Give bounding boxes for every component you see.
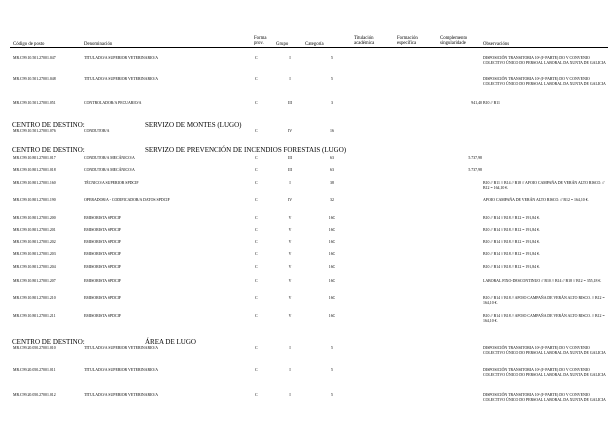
cell-grupo: III xyxy=(288,101,292,105)
table-row xyxy=(0,168,615,182)
cell-cat: 5 xyxy=(331,56,333,60)
cell-forma: C xyxy=(255,393,258,397)
cell-forma: C xyxy=(255,198,258,202)
table-row xyxy=(0,279,615,293)
cell-grupo: V xyxy=(288,228,292,232)
cell-obs: DISPOSICIÓN TRANSITORIA 10ª (Iª PARTE) DO V CONVENIO COLECTIVO ÚNICO DO PERSOAL LABORAL DA XUNTA DE GALICIA xyxy=(483,56,606,65)
cell-obs: B10 // B11 xyxy=(483,101,500,105)
cell-forma: C xyxy=(255,156,258,160)
cell-forma: C xyxy=(255,346,258,350)
cell-forma: C xyxy=(255,129,258,133)
cell-code: MR.C99.10.801.27001.200 xyxy=(13,216,56,220)
cell-den: EMISORISTA SPDCIF xyxy=(84,216,121,220)
cell-obs: DISPOSICIÓN TRANSITORIA 10ª (Iª PARTE) DO V CONVENIO COLECTIVO ÚNICO DO PERSOAL LABORAL DA XUNTA DE GALICIA xyxy=(483,393,606,402)
cell-cat: 63 xyxy=(330,156,334,160)
table-row xyxy=(0,181,615,195)
cell-cat: 3 xyxy=(331,101,333,105)
cell-cat: 16C xyxy=(328,252,336,256)
cell-forma: C xyxy=(255,314,258,318)
cell-den: TITULADO/A SUPERIOR VETERINARIO/A xyxy=(84,56,159,60)
table-row xyxy=(0,265,615,279)
cell-forma: C xyxy=(255,265,258,269)
table-row xyxy=(0,296,615,310)
cell-obs: B10 // B14 // B18 // B12 = 191,84 €. xyxy=(483,216,540,220)
cell-grupo: V xyxy=(288,265,292,269)
cell-comp: 5.737,98 xyxy=(468,168,482,172)
table-row xyxy=(0,314,615,328)
cell-grupo: IV xyxy=(287,198,293,202)
table-row xyxy=(0,393,615,407)
cell-den: TITULADO/A SUPERIOR VETERINARIO/A xyxy=(84,77,159,81)
cell-den: CONDUTOR/A MECÁNICO/A xyxy=(84,156,135,160)
cell-grupo: V xyxy=(288,314,292,318)
col-header-complemento: Complemento singularidade xyxy=(440,36,468,47)
cell-grupo: V xyxy=(288,252,292,256)
section-label: CENTRO DE DESTINO: xyxy=(12,121,85,129)
cell-den: EMISORISTA SPDCIF xyxy=(84,228,121,232)
cell-cat: 38 xyxy=(330,181,334,185)
cell-forma: C xyxy=(255,77,258,81)
cell-code: MR.C99.20.050.27001.010 xyxy=(13,346,56,350)
cell-grupo: III xyxy=(288,156,292,160)
cell-comp: 5.737,98 xyxy=(468,156,482,160)
table-row xyxy=(0,101,615,115)
col-header-denominacion: Denominación xyxy=(84,42,113,47)
col-header-formacion: Formación específica xyxy=(397,36,418,47)
cell-cat: 16C xyxy=(328,314,336,318)
col-header-forma: Forma prov. xyxy=(254,36,267,47)
cell-comp: 941,40 xyxy=(471,101,482,105)
cell-code: MR.C99.10.801.27001.202 xyxy=(13,240,56,244)
cell-den: TITULADO/A SUPERIOR VETERINARIO/A xyxy=(84,393,159,397)
cell-code: MR.C99.10.501.27001.076 xyxy=(13,129,56,133)
cell-obs: B10 // B14 // B18 // B12 = 191,84 €. xyxy=(483,265,540,269)
cell-obs: DISPOSICIÓN TRANSITORIA 10ª (Iª PARTE) DO V CONVENIO COLECTIVO ÚNICO DO PERSOAL LABORAL DA XUNTA DE GALICIA xyxy=(483,346,606,355)
cell-den: TÉCNICO/A SUPERIOR SPDCIF xyxy=(84,181,139,185)
cell-cat: 32 xyxy=(330,198,334,202)
cell-forma: C xyxy=(255,368,258,372)
header-divider xyxy=(10,47,608,48)
cell-grupo: V xyxy=(288,240,292,244)
cell-grupo: I xyxy=(289,181,291,185)
section-label: CENTRO DE DESTINO: xyxy=(12,338,85,346)
cell-grupo: I xyxy=(289,368,291,372)
cell-cat: 16C xyxy=(328,240,336,244)
section-name: SERVIZO DE PREVENCIÓN DE INCENDIOS FORESTAIS (LUGO) xyxy=(145,146,347,154)
cell-obs: LABORAL FIXO-DESCONTINUO // B10 // B14 // B18 // B12 = 355,18 €. xyxy=(483,279,602,283)
cell-code: MR.C99.10.501.27001.051 xyxy=(13,101,56,105)
cell-obs: APOIO CAMPAÑA DE VERÁN ALTO RISCO. // B12 = 164,10 €. xyxy=(483,198,589,202)
cell-grupo: I xyxy=(289,346,291,350)
cell-forma: C xyxy=(255,240,258,244)
cell-obs: B10 // B14 // B18 // B12 = 191,84 €. xyxy=(483,252,540,256)
cell-obs: B10 // B14 // B18 // B12 = 191,84 €. xyxy=(483,240,540,244)
cell-den: EMISORISTA SPDCIF xyxy=(84,314,121,318)
cell-cat: 16C xyxy=(328,279,336,283)
cell-code: MR.C99.10.801.27001.018 xyxy=(13,168,56,172)
table-row xyxy=(0,56,615,70)
cell-code: MR.C99.10.801.27001.207 xyxy=(13,279,56,283)
table-row xyxy=(0,368,615,382)
cell-obs: DISPOSICIÓN TRANSITORIA 10ª (Iª PARTE) DO V CONVENIO COLECTIVO ÚNICO DO PERSOAL LABORAL DA XUNTA DE GALICIA xyxy=(483,368,606,377)
cell-forma: C xyxy=(255,252,258,256)
section-name: ÁREA DE LUGO xyxy=(145,338,196,346)
cell-grupo: III xyxy=(288,168,292,172)
cell-den: TITULADO/A SUPERIOR VETERINARIO/A xyxy=(84,346,159,350)
cell-obs: DISPOSICIÓN TRANSITORIA 10ª (Iª PARTE) DO V CONVENIO COLECTIVO ÚNICO DO PERSOAL LABORAL DA XUNTA DE GALICIA xyxy=(483,77,606,86)
cell-cat: 16C xyxy=(328,265,336,269)
cell-cat: 16C xyxy=(328,216,336,220)
col-header-codigo: Código de posto xyxy=(13,42,45,47)
cell-code: MR.C99.10.801.27001.160 xyxy=(13,181,56,185)
cell-obs: B10 // B11 // B14 // B18 // AFOIO CAMPAÑA DE VERÁN ALTO RISCO. // B12 = 164,10 €. xyxy=(483,181,605,190)
cell-den: EMISORISTA SPDCIF xyxy=(84,240,121,244)
cell-den: OPERADOR/A - CODIFICADOR/A DATOS SPDCIF xyxy=(84,198,170,202)
cell-cat: 5 xyxy=(331,393,333,397)
cell-forma: C xyxy=(255,296,258,300)
cell-obs: B10 // B14 // B18 // B12 = 191,84 €. xyxy=(483,228,540,232)
cell-code: MR.C99.10.801.27001.211 xyxy=(13,314,56,318)
cell-grupo: IV xyxy=(287,129,293,133)
cell-forma: C xyxy=(255,279,258,283)
cell-forma: C xyxy=(255,168,258,172)
cell-den: CONTROLADOR/A PECUARIO/A xyxy=(84,101,142,105)
cell-cat: 16C xyxy=(328,296,336,300)
cell-code: MR.C99.10.801.27001.017 xyxy=(13,156,56,160)
cell-forma: C xyxy=(255,56,258,60)
cell-cat: 5 xyxy=(331,368,333,372)
section-name: SERVIZO DE MONTES (LUGO) xyxy=(145,121,242,129)
cell-code: MR.C99.10.501.27001.047 xyxy=(13,56,56,60)
cell-code: MR.C99.10.801.27001.204 xyxy=(13,265,56,269)
cell-code: MR.C99.10.801.27001.210 xyxy=(13,296,56,300)
cell-cat: 5 xyxy=(331,346,333,350)
cell-grupo: V xyxy=(288,216,292,220)
cell-cat: 16C xyxy=(328,228,336,232)
cell-cat: 5 xyxy=(331,77,333,81)
table-row xyxy=(0,252,615,266)
cell-code: MR.C99.20.050.27001.012 xyxy=(13,393,56,397)
cell-obs: B10 // B14 // B18 // AFOIO CAMPAÑA DE VERÁN ALTO RISCO. // B12 = 164,10 €. xyxy=(483,296,605,305)
col-header-categoria: Categoría xyxy=(305,42,324,47)
table-row xyxy=(0,346,615,360)
cell-forma: C xyxy=(255,228,258,232)
cell-code: MR.C99.10.801.27001.203 xyxy=(13,252,56,256)
cell-den: CONDUTOR/A xyxy=(84,129,110,133)
cell-code: MR.C99.10.801.27001.190 xyxy=(13,198,56,202)
cell-obs: B10 // B14 // B18 // AFOIO CAMPAÑA DE VERÁN ALTO RISCO. // B12 = 164,10 €. xyxy=(483,314,605,323)
cell-grupo: I xyxy=(289,56,291,60)
cell-den: EMISORISTA SPDCIF xyxy=(84,296,121,300)
cell-code: MR.C99.10.801.27001.201 xyxy=(13,228,56,232)
cell-grupo: I xyxy=(289,77,291,81)
cell-cat: 16 xyxy=(330,129,334,133)
cell-den: EMISORISTA SPDCIF xyxy=(84,279,121,283)
cell-forma: C xyxy=(255,216,258,220)
table-row xyxy=(0,198,615,212)
cell-forma: C xyxy=(255,181,258,185)
cell-den: CONDUTOR/A MECÁNICO/A xyxy=(84,168,135,172)
cell-den: EMISORISTA SPDCIF xyxy=(84,252,121,256)
table-row xyxy=(0,129,615,143)
cell-cat: 63 xyxy=(330,168,334,172)
cell-den: TITULADO/A SUPERIOR VETERINARIO/A xyxy=(84,368,159,372)
section-label: CENTRO DE DESTINO: xyxy=(12,146,85,154)
cell-den: EMISORISTA SPDCIF xyxy=(84,265,121,269)
col-header-titulacion: Titulación académica xyxy=(354,36,375,47)
cell-grupo: V xyxy=(288,279,292,283)
cell-grupo: I xyxy=(289,393,291,397)
cell-code: MR.C99.10.501.27001.048 xyxy=(13,77,56,81)
cell-forma: C xyxy=(255,101,258,105)
cell-code: MR.C99.20.050.27001.011 xyxy=(13,368,56,372)
cell-grupo: V xyxy=(288,296,292,300)
col-header-observacions: Observacións xyxy=(483,42,510,47)
table-row xyxy=(0,77,615,91)
col-header-grupo: Grupo xyxy=(276,42,289,47)
